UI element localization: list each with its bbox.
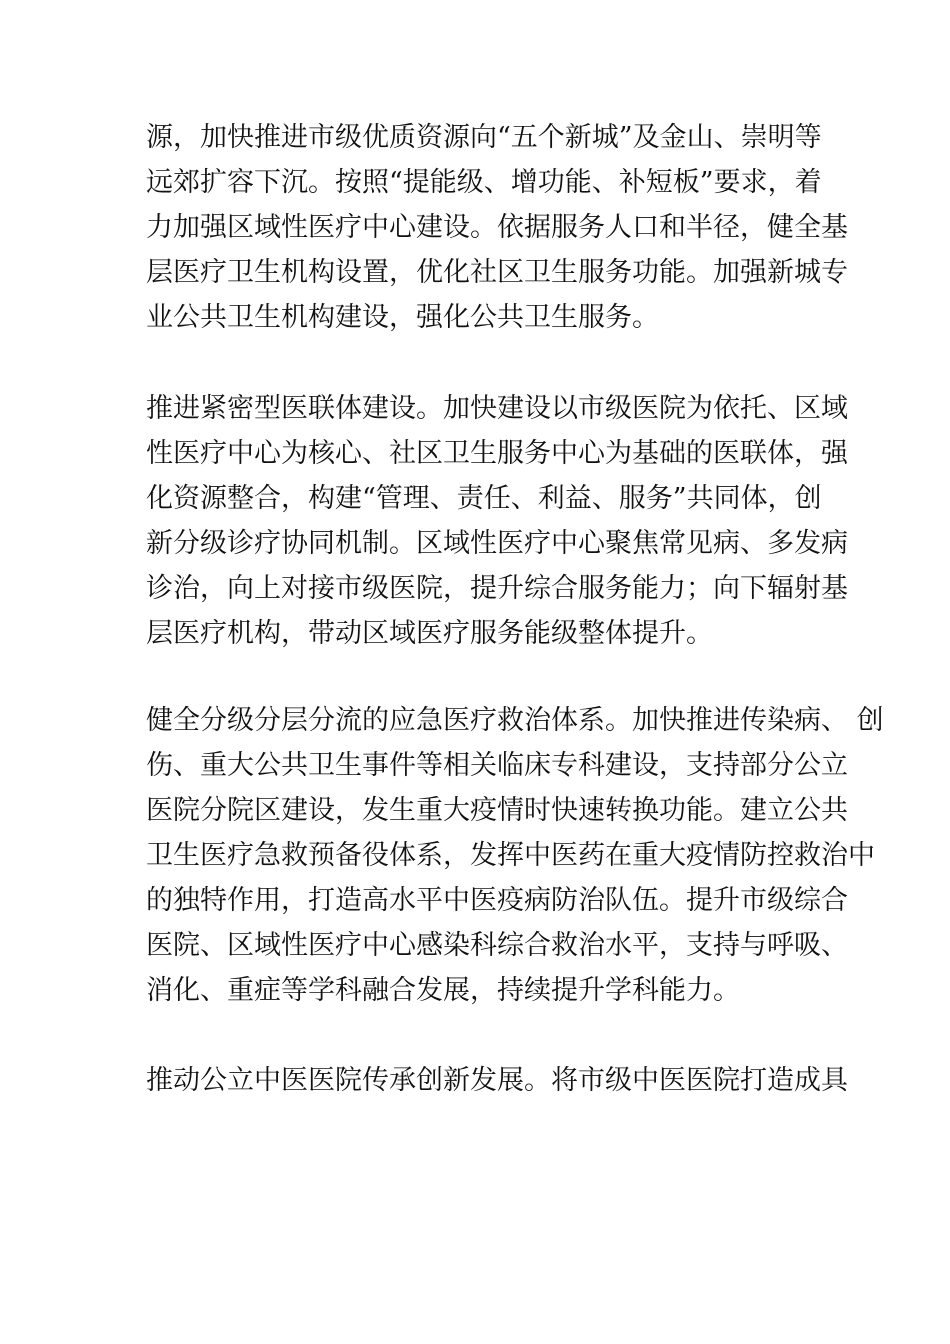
paragraph-line: 诊治，向上对接市级医院，提升综合服务能力；向下辐射基 <box>146 573 848 604</box>
paragraph-line: 远郊扩容下沉。按照“提能级、增功能、补短板”要求，着 <box>146 167 822 198</box>
paragraph-2 <box>146 386 848 656</box>
paragraph-line: 消化、重症等学科融合发展，持续提升学科能力。 <box>146 975 740 1006</box>
paragraph-line: 的独特作用，打造高水平中医疫病防治队伍。提升市级综合 <box>146 885 848 916</box>
paragraph-line: 业公共卫生机构建设，强化公共卫生服务。 <box>146 302 659 333</box>
paragraph-line: 力加强区域性医疗中心建设。依据服务人口和半径，健全基 <box>146 212 848 243</box>
paragraph-line: 医院、区域性医疗中心感染科综合救治水平，支持与呼吸、 <box>146 930 848 961</box>
paragraph-3 <box>146 698 884 1013</box>
paragraph-line: 源，加快推进市级优质资源向“五个新城”及金山、崇明等 <box>146 122 822 153</box>
paragraph-4 <box>146 1058 848 1103</box>
paragraph-line: 性医疗中心为核心、社区卫生服务中心为基础的医联体，强 <box>146 438 848 469</box>
paragraph-1 <box>146 115 848 340</box>
paragraph-line: 卫生医疗急救预备役体系，发挥中医药在重大疫情防控救治中 <box>146 840 875 871</box>
paragraph-line: 新分级诊疗协同机制。区域性医疗中心聚焦常见病、多发病 <box>146 528 848 559</box>
paragraph-line: 层医疗机构，带动区域医疗服务能级整体提升。 <box>146 618 713 649</box>
paragraph-line: 伤、重大公共卫生事件等相关临床专科建设，支持部分公立 <box>146 750 848 781</box>
paragraph-line: 健全分级分层分流的应急医疗救治体系。加快推进传染病、 创 <box>146 705 884 736</box>
paragraph-line: 推进紧密型医联体建设。加快建设以市级医院为依托、区域 <box>146 393 848 424</box>
paragraph-line: 医院分院区建设，发生重大疫情时快速转换功能。建立公共 <box>146 795 848 826</box>
paragraph-line: 推动公立中医医院传承创新发展。将市级中医医院打造成具 <box>146 1065 848 1096</box>
paragraph-line: 层医疗卫生机构设置，优化社区卫生服务功能。加强新城专 <box>146 257 848 288</box>
paragraph-line: 化资源整合，构建“管理、责任、利益、服务”共同体，创 <box>146 483 822 514</box>
